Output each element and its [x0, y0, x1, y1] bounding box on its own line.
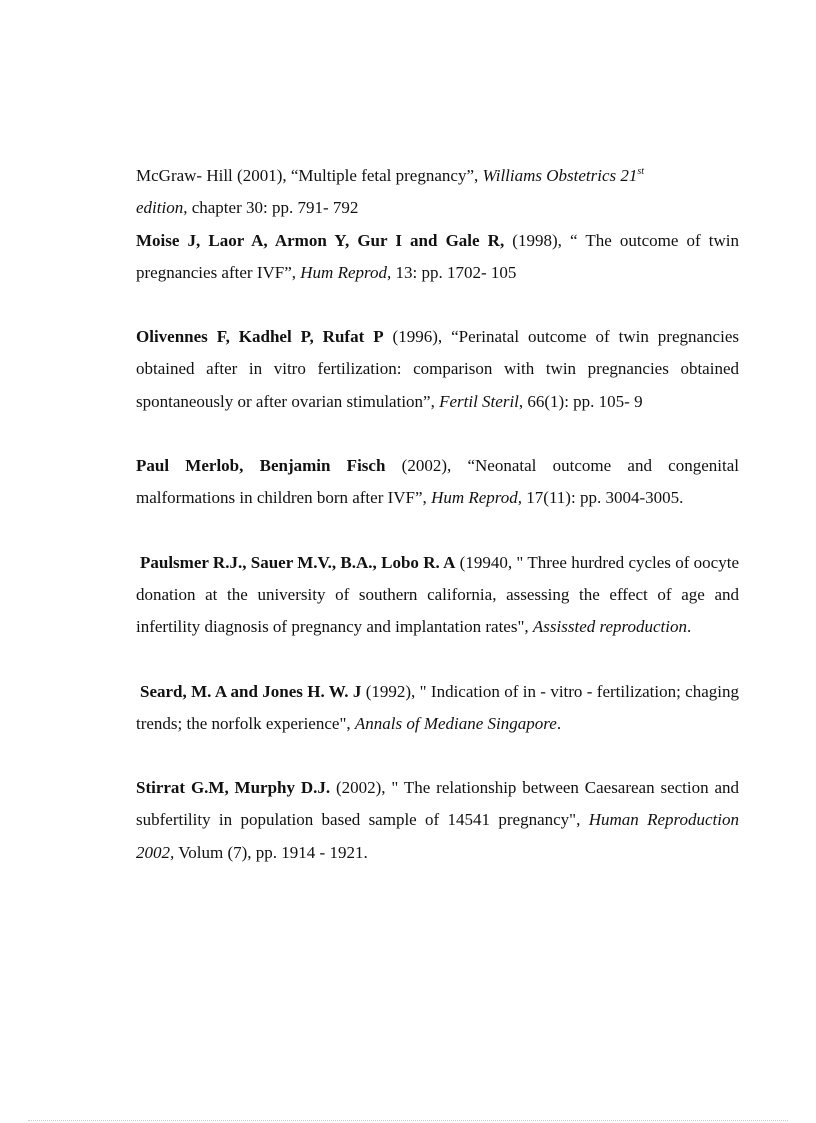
reference-text: (1996), “Perinatal outcome of twin pregnancies obtained after in vitro fertilization: comparison with twin pregnancies obtained spontaneously or after ovarian stimulation”, — [136, 327, 739, 411]
reference-authors: Olivennes F, Kadhel P, Rufat P — [136, 327, 384, 347]
journal-name: Hum Reprod, — [431, 488, 523, 508]
reference-authors: Seard, M. A and Jones H. W. J — [140, 681, 362, 701]
reference-text: (2002), " The relationship between Caesarean section and subfertility in population based sample of 14541 pregnancy", — [136, 778, 739, 830]
reference-olivennes — [136, 321, 739, 418]
reference-text: (19940, " Three hurdred cycles of oocyte donation at the university of southern california, assessing the effect of age and infertility diagnosis of pregnancy and implantation rates", — [136, 552, 739, 637]
reference-text: McGraw- Hill (2001), “Multiple fetal pregnancy”, — [136, 166, 483, 185]
reference-text: (1998), “ The outcome of twin pregnancies after IVF”, — [136, 230, 739, 282]
reference-merlob — [136, 450, 739, 515]
reference-authors: Moise J, Laor A, Armon Y, Gur I and Gale R, — [136, 230, 505, 250]
page-bottom-divider — [28, 1120, 788, 1121]
reference-moise — [136, 225, 739, 290]
reference-paulsmer — [136, 547, 739, 644]
journal-name-continued: edition — [136, 198, 184, 218]
reference-details: . — [687, 617, 692, 637]
journal-name: Assissted reproduction — [532, 617, 688, 637]
reference-stirrat — [136, 772, 739, 869]
reference-details: , 66(1): pp. 105- 9 — [518, 391, 643, 411]
reference-text: (1992), " Indication of in - vitro - fertilization; chaging trends; the norfolk experience", — [136, 681, 740, 733]
journal-name: Annals of Mediane Singapore — [354, 713, 557, 733]
reference-details: 13: pp. 1702- 105 — [391, 262, 517, 282]
reference-details: 17(11): pp. 3004-3005. — [522, 488, 684, 508]
reference-text: (2002), “Neonatal outcome and congenital malformations in children born after IVF”, — [136, 456, 739, 508]
journal-name: Human Reproduction 2002, — [136, 810, 739, 862]
reference-details: Volum (7), pp. 1914 - 1921. — [174, 842, 368, 862]
reference-mcgraw — [136, 160, 739, 225]
reference-list — [136, 160, 739, 869]
journal-name: Fertil Steril — [439, 391, 519, 411]
journal-name: Hum Reprod, — [300, 262, 392, 282]
reference-authors: Paulsmer R.J., Sauer M.V., B.A., Lobo R. A — [140, 552, 456, 572]
reference-details: , chapter 30: pp. 791- 792 — [183, 198, 359, 218]
reference-details: . — [556, 713, 562, 733]
reference-authors: Stirrat G.M, Murphy D.J. — [136, 778, 331, 798]
reference-authors: Paul Merlob, Benjamin Fisch — [136, 456, 386, 476]
journal-superscript: st — [637, 166, 645, 177]
reference-seard — [136, 676, 739, 741]
journal-name: Williams Obstetrics 21 — [482, 166, 638, 185]
